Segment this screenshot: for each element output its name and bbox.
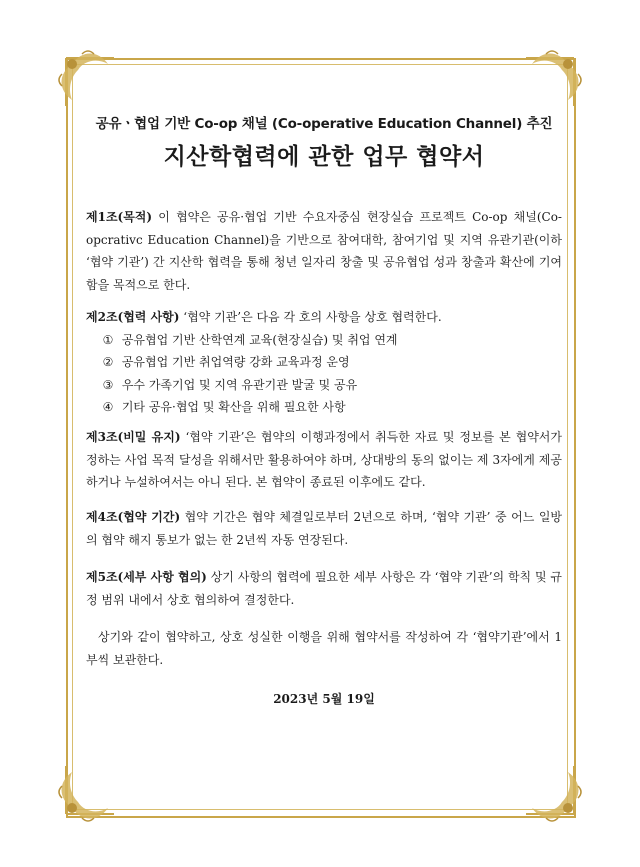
ornament-corner-icon (52, 758, 122, 828)
article-5-text: 상기 사항의 협력에 필요한 세부 사항은 각 ‘협약 기관’의 학칙 및 규정 범위 내에서 상호 협의하여 결정한다. (86, 570, 562, 607)
article-2 (86, 306, 442, 419)
article-1 (86, 206, 562, 296)
article-3 (86, 426, 562, 494)
article-5-heading: 제5조(세부 사항 협의) (86, 570, 207, 584)
article-3-text: ‘협약 기관’은 협약의 이행과정에서 취득한 자료 및 정보를 본 협약서가 정하는 사업 목적 달성을 위해서만 활용하여야 하며, 상대방의 동의 없이는 제 3자에게 제공하거나 누설하여서는 아니 된다. 본 협약이 종료된 이후에도 같다. (86, 430, 562, 489)
article-4 (86, 506, 562, 551)
closing-statement: 상기와 같이 협약하고, 상호 성실한 이행을 위해 협약서를 작성하여 각 ‘협약기관’에서 1부씩 보관한다. (86, 630, 562, 667)
article-2-text: ‘협약 기관’은 다음 각 호의 사항을 상호 협력한다. (179, 310, 442, 324)
article-2-heading: 제2조(협력 사항) (86, 310, 180, 324)
article-4-heading: 제4조(협약 기간) (86, 510, 181, 524)
document-subtitle: 공유ㆍ협업 기반 Co-op 채널 (Co-operative Education Channel) 추진 (95, 116, 553, 132)
document-title: 지산학협력에 관한 업무 협약서 (163, 144, 485, 170)
ornament-corner-icon (52, 44, 122, 114)
list-item: ② 공유협업 기반 취업역량 강화 교육과정 운영 (102, 355, 350, 369)
list-item: ④ 기타 공유·협업 및 확산을 위해 필요한 사항 (102, 400, 346, 414)
article-5 (86, 566, 562, 611)
article-3-heading: 제3조(비밀 유지) (86, 430, 181, 444)
article-1-text: 이 협약은 공유·협업 기반 수요자중심 현장실습 프로젝트 Co-op 채널(Co-opcrativc Education Channel)을 기반으로 참여대학, 참여기업 및 지역 유관기관(이하 ‘협약 기관’) 간 지산학 협력을 통해 청년 일자리 창출 및 공유협업 성과 창출과 확산에 기여함을 목적으로 한다. (86, 210, 562, 292)
article-4-text: 협약 기간은 협약 체결일로부터 2년으로 하며, ‘협약 기관’ 중 어느 일방의 협약 해지 통보가 없는 한 2년씩 자동 연장된다. (86, 510, 562, 547)
document-body (86, 112, 562, 706)
article-1-heading: 제1조(목적) (86, 210, 153, 224)
ornament-corner-icon (518, 758, 588, 828)
ornament-corner-icon (518, 44, 588, 114)
cooperation-items-list (86, 329, 442, 419)
list-item: ① 공유협업 기반 산학연계 교육(현장실습) 및 취업 연계 (102, 332, 398, 347)
agreement-date: 2023년 5월 19일 (273, 692, 375, 706)
list-item: ③ 우수 가족기업 및 지역 유관기관 발굴 및 공유 (102, 377, 358, 392)
